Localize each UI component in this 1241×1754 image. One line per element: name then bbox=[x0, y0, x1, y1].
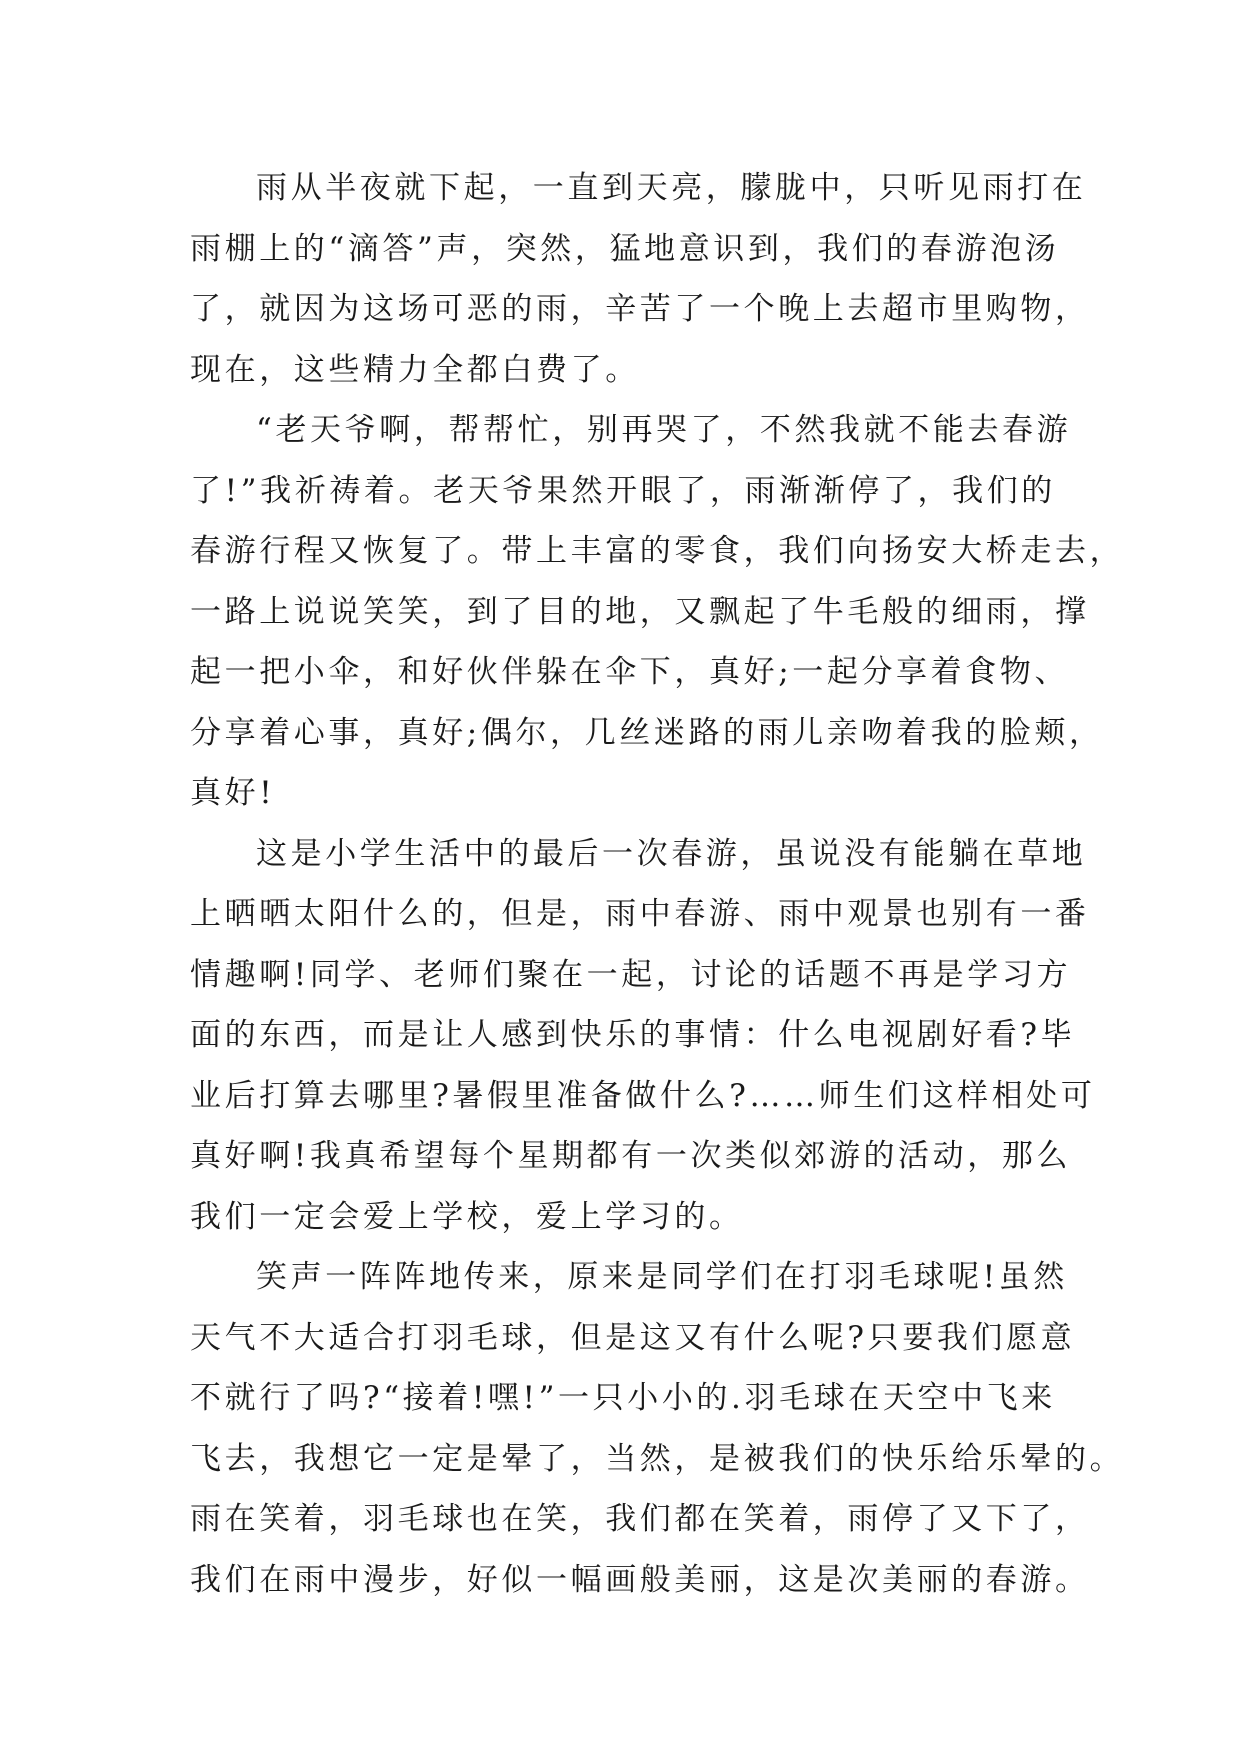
text-line: 雨从半夜就下起，一直到天亮，朦胧中，只听见雨打在 bbox=[256, 170, 1087, 206]
text-line: 情趣啊!同学、老师们聚在一起，讨论的话题不再是学习方 bbox=[190, 956, 1072, 993]
paragraph-4 bbox=[190, 1247, 1125, 1610]
text-line: 天气不大适合打羽毛球，但是这又有什么呢?只要我们愿意 bbox=[190, 1319, 1076, 1356]
text-line: 雨在笑着，羽毛球也在笑，我们都在笑着，雨停了又下了， bbox=[190, 1501, 1090, 1537]
text-line: 分享着心事，真好;偶尔，几丝迷路的雨儿亲吻着我的脸颊， bbox=[190, 714, 1104, 751]
document-body bbox=[190, 158, 1125, 1610]
text-line: 雨棚上的“滴答”声，突然，猛地意识到，我们的春游泡汤 bbox=[190, 230, 1060, 267]
paragraph-2 bbox=[190, 400, 1125, 824]
text-line: 起一把小伞，和好伙伴躲在伞下，真好;一起分享着食物、 bbox=[190, 654, 1070, 690]
text-line: 飞去，我想它一定是晕了，当然，是被我们的快乐给乐晕的。 bbox=[190, 1440, 1125, 1477]
paragraph-3 bbox=[190, 824, 1096, 1248]
text-line: 业后打算去哪里?暑假里准备做什么?……师生们这样相处可 bbox=[190, 1077, 1096, 1114]
text-line: 我们一定会爱上学校，爱上学习的。 bbox=[190, 1198, 744, 1235]
text-line: 春游行程又恢复了。带上丰富的零食，我们向扬安大桥走去， bbox=[190, 533, 1125, 569]
text-line: 真好啊!我真希望每个星期都有一次类似郊游的活动，那么 bbox=[190, 1138, 1072, 1174]
text-line: 不就行了吗?“接着!嘿!”一只小小的.羽毛球在天空中飞来 bbox=[190, 1380, 1056, 1416]
text-line: 这是小学生活中的最后一次春游，虽说没有能躺在草地 bbox=[256, 835, 1087, 872]
text-line: 一路上说说笑笑，到了目的地，又飘起了牛毛般的细雨，撑 bbox=[190, 593, 1090, 630]
text-line: 我们在雨中漫步，好似一幅画般美丽，这是次美丽的春游。 bbox=[190, 1561, 1090, 1598]
text-line: “老天爷啊，帮帮忙，别再哭了，不然我就不能去春游 bbox=[256, 412, 1072, 448]
paragraph-1 bbox=[190, 158, 1090, 400]
text-line: 了，就因为这场可恶的雨，辛苦了一个晚上去超市里购物， bbox=[190, 291, 1090, 327]
text-line: 上晒晒太阳什么的，但是，雨中春游、雨中观景也别有一番 bbox=[190, 896, 1090, 932]
text-line: 笑声一阵阵地传来，原来是同学们在打羽毛球呢!虽然 bbox=[256, 1259, 1068, 1295]
text-line: 现在，这些精力全都白费了。 bbox=[190, 351, 640, 388]
text-line: 真好! bbox=[190, 775, 276, 811]
text-line: 面的东西，而是让人感到快乐的事情：什么电视剧好看?毕 bbox=[190, 1017, 1076, 1053]
text-line: 了!”我祈祷着。老天爷果然开眼了，雨渐渐停了，我们的 bbox=[190, 472, 1056, 509]
